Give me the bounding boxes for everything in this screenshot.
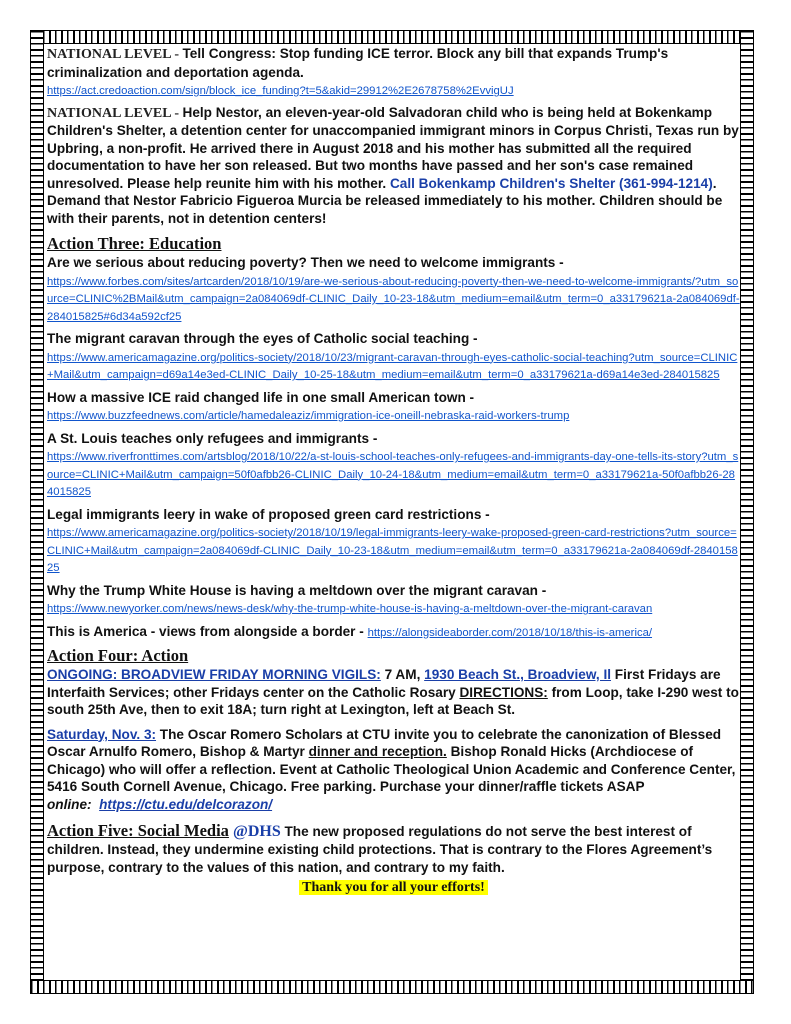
action-text: Help Nestor, an eleven-year-old Salvadoran child who is being held at Bokenkamp Children's Shelter, a detention center for unaccompanied immigrant minors in Corpus Christi, Texas run by Upbring, a non-profit. He arrived there in August 2018 and his mother has submitted all the required documentation to have her son released. But two months have passed and her son's case remained unresolved. Please help reunite him with his mother. xyxy=(47,104,739,191)
directions-label: DIRECTIONS: xyxy=(459,684,548,700)
thanks-line xyxy=(47,878,740,897)
article-link[interactable]: https://alongsideaborder.com/2018/10/18/this-is-america/ xyxy=(367,626,653,639)
vigil-text: First Fridays are Interfaith Services; other Fridays center on the Catholic Rosary xyxy=(47,667,721,700)
education-list xyxy=(47,254,740,640)
education-item xyxy=(47,330,740,383)
level-label: NATIONAL LEVEL xyxy=(47,47,171,62)
education-item xyxy=(47,430,740,500)
national-action-1 xyxy=(47,45,740,99)
dhs-handle[interactable]: @DHS xyxy=(228,823,281,840)
education-item xyxy=(47,506,740,576)
vigil-item xyxy=(47,666,740,719)
level-label: NATIONAL LEVEL xyxy=(47,105,171,121)
decorative-border-right xyxy=(740,30,754,994)
thanks-note: Thank you for all your efforts! xyxy=(299,880,488,895)
level-separator: - xyxy=(170,47,183,62)
vigil-label-link[interactable]: ONGOING: BROADVIEW FRIDAY MORNING VIGILS: xyxy=(47,667,381,682)
action-five-heading: Action Five: Social Media xyxy=(47,821,229,840)
credo-petition-link[interactable]: https://act.credoaction.com/sign/block_ice_funding?t=5&akid=29912%2E2678758%2EvvigUJ xyxy=(47,85,514,97)
article-title: This is America - views from alongside a border - xyxy=(47,623,368,639)
article-link[interactable]: https://www.americamagazine.org/politics-society/2018/10/19/legal-immigrants-leery-wake-proposed-green-card-restrictions?utm_source=CLINIC+Mail&utm_campaign=2a084069df-CLINIC_Daily_10-23-18&utm_medium=email&utm_term=0_a33179621a-2a084069df-284015825 xyxy=(47,527,738,574)
action-four-section xyxy=(47,646,740,813)
action-five-section xyxy=(47,821,740,897)
decorative-border-left xyxy=(30,30,44,994)
education-item xyxy=(47,254,740,324)
article-link[interactable]: https://www.americamagazine.org/politics-society/2018/10/23/migrant-caravan-through-eyes-catholic-social-teaching?utm_source=CLINIC+Mail&utm_campaign=d69a14e3ed-CLINIC_Daily_10-25-18&utm_medium=email&utm_term=0_a33179621a-d69a14e3ed-284015825 xyxy=(47,351,738,381)
decorative-border-bottom xyxy=(30,980,754,994)
call-shelter-phone[interactable]: Call Bokenkamp Children's Shelter (361-994-1214) xyxy=(389,175,713,191)
event-text: The Oscar Romero Scholars at CTU invite you to celebrate the canonization of Blessed Oscar Arnulfo Romero, Bishop & Martyr xyxy=(47,726,722,759)
social-media-item xyxy=(47,821,740,876)
vigil-time: 7 AM, xyxy=(380,667,425,682)
action-text-continued: . Demand that Nestor Fabricio Figueroa Murcia be released immediately to his mother. Children should be with their parents, not in detention centers! xyxy=(47,175,723,226)
event-dinner: dinner and reception. xyxy=(308,744,447,759)
national-action-2 xyxy=(47,104,740,228)
article-title: Are we serious about reducing poverty? Then we need to welcome immigrants - xyxy=(47,255,564,270)
event-online-label: online: xyxy=(47,796,92,812)
action-three-heading: Action Three: Education xyxy=(47,234,222,253)
article-link[interactable]: https://www.buzzfeednews.com/article/hamedaleaziz/immigration-ice-oneill-nebraska-raid-workers-trump xyxy=(47,410,570,422)
article-link[interactable]: https://www.forbes.com/sites/artcarden/2018/10/19/are-we-serious-about-reducing-poverty-then-we-need-to-welcome-immigrants/?utm_source=CLINIC%2BMail&utm_campaign=2a084069df-CLINIC_Daily_10-23-18&utm_medium=email&utm_term=0_a33179621a-2a084069df-284015825#6d34a592cf25 xyxy=(47,275,740,323)
level-separator: - xyxy=(170,105,183,121)
romero-event-item xyxy=(47,726,740,814)
decorative-border-top xyxy=(30,30,754,44)
directions-text: from Loop, take I-290 west to south 25th Ave, then to exit 18A; turn right at Lexington, left at Beach St. xyxy=(47,684,739,717)
event-date-link[interactable]: Saturday, Nov. 3: xyxy=(47,726,157,742)
article-title: A St. Louis teaches only refugees and immigrants - xyxy=(47,430,378,446)
article-title: The migrant caravan through the eyes of Catholic social teaching - xyxy=(47,331,478,346)
article-title: Legal immigrants leery in wake of proposed green card restrictions - xyxy=(47,506,490,522)
ctu-tickets-link[interactable]: https://ctu.edu/delcorazon/ xyxy=(99,796,273,812)
article-title: Why the Trump White House is having a meltdown over the migrant caravan - xyxy=(47,582,547,598)
education-item xyxy=(47,389,740,424)
vigil-address-link[interactable]: 1930 Beach St., Broadview, Il xyxy=(424,667,612,682)
article-link[interactable]: https://www.riverfronttimes.com/artsblog/2018/10/22/a-st-louis-school-teaches-only-refugees-and-immigrants-day-one-tells-its-story?utm_source=CLINIC+Mail&utm_campaign=50f0afbb26-CLINIC_Daily_10-24-18&utm_medium=email&utm_term=0_a33179621a-50f0afbb26-284015825 xyxy=(47,451,739,498)
action-four-heading: Action Four: Action xyxy=(47,646,189,665)
education-item xyxy=(47,623,740,641)
article-title: How a massive ICE raid changed life in one small American town - xyxy=(47,389,475,405)
article-link[interactable]: https://www.newyorker.com/news/news-desk/why-the-trump-white-house-is-having-a-meltdown-over-the-migrant-caravan xyxy=(47,603,653,615)
newsletter-content xyxy=(47,45,740,897)
event-text-continued: Bishop Ronald Hicks (Archdiocese of Chicago) who will offer a reflection. Event at Catholic Theological Union Academic and Conference Center, 5416 South Cornell Avenue, Chicago. Free parking. Purchase your dinner/raffle tickets ASAP xyxy=(47,744,736,794)
action-text: Tell Congress: Stop funding ICE terror. Block any bill that expands Trump's criminalization and deportation agenda. xyxy=(47,46,669,80)
education-item xyxy=(47,582,740,617)
social-media-text: The new proposed regulations do not serve the best interest of children. Instead, they undermine existing child protections. That is contrary to the Flores Agreement’s purpose, contrary to the values of this nation, and contrary to my faith. xyxy=(47,824,713,875)
action-three-section xyxy=(47,234,740,640)
